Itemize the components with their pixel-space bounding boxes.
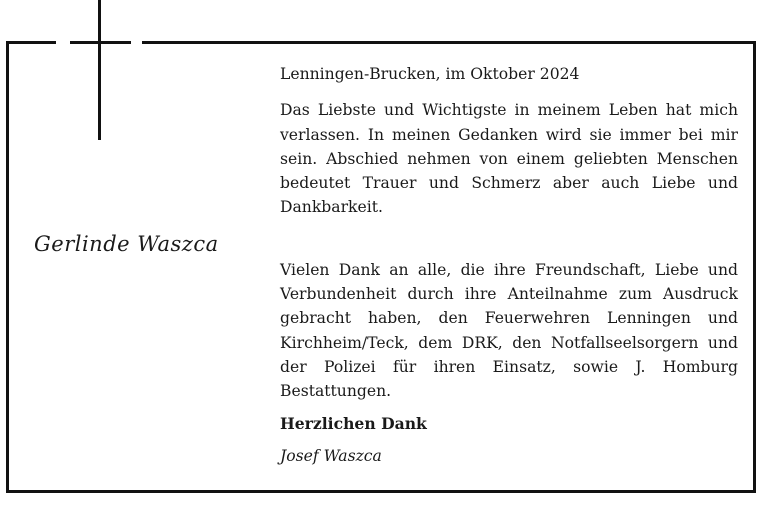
cross-icon-vertical [98, 0, 101, 140]
signature: Josef Waszca [280, 446, 382, 465]
cross-icon-horizontal [70, 41, 131, 44]
deceased-name: Gerlinde Waszca [34, 232, 219, 256]
paragraph-thanks: Vielen Dank an alle, die ihre Freundschaft, Liebe und Verbundenheit durch ihre Anteilnahme zum Ausdruck gebracht haben, den Feuerwehren Lenningen und Kirchheim/Teck, dem DRK, den Notfallseelsorgern und der Polizei für ihren Einsatz, sowie J. Homburg Bestattungen. [280, 260, 738, 401]
place-date: Lenningen-Brucken, im Oktober 2024 [280, 65, 580, 83]
closing-thanks: Herzlichen Dank [280, 413, 427, 433]
paragraph-remembrance: Das Liebste und Wichtigste in meinem Leben hat mich verlassen. In meinen Gedanken wird sie immer bei mir sein. Abschied nehmen von einem geliebten Menschen bedeutet Trauer und Schmerz aber auch Liebe und Dankbarkeit. [280, 101, 738, 217]
notice-content [280, 62, 738, 468]
paragraph-spacer [280, 220, 738, 258]
